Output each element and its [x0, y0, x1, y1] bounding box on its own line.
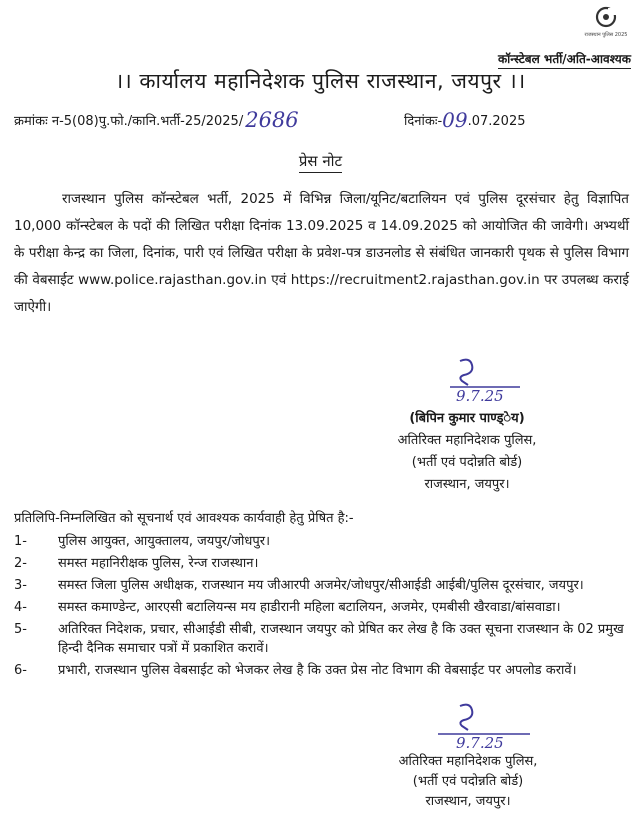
office-title: ।। कार्यालय महानिदेशक पुलिस राजस्थान, जयपुर ।।	[115, 69, 526, 93]
list-item: 4- समस्त कमाण्डेन्ट, आरएसी बटालियन्स मय हाडीरानी महिला बटालियन, अजमेर, एमबीसी खैरवाडा/बांसवाडा।	[14, 600, 561, 615]
urgent-tag: कॉन्स्टेबल भर्ती/अति-आवश्यक	[498, 50, 631, 69]
signature-2-date: 9.7.25	[456, 734, 504, 750]
police-logo	[578, 6, 634, 42]
reference-number	[14, 108, 299, 132]
signatory-designation: अतिरिक्त महानिदेशक पुलिस,	[397, 433, 537, 448]
date-label: दिनांकः-	[404, 114, 443, 129]
signature-2	[430, 700, 550, 750]
issue-date	[404, 108, 526, 132]
reference-label: क्रमांकः न-5(08)पु.फो./कानि.भर्ती-25/2025/	[14, 114, 244, 129]
police-emblem-icon	[578, 6, 634, 32]
list-item: 2- समस्त महानिरीक्षक पुलिस, रेन्ज राजस्थान।	[14, 556, 259, 571]
press-note-title-text: प्रेस नोट	[299, 152, 342, 173]
signature-1-date: 9.7.25	[456, 387, 504, 403]
signatory-place: राजस्थान, जयपुर।	[425, 794, 511, 809]
date-handwritten-day: 09	[442, 108, 468, 132]
signatory-place: राजस्थान, जयपुर।	[424, 477, 510, 492]
signatory-block-2	[378, 752, 558, 812]
list-item: 5- अतिरिक्त निदेशक, प्रचार, सीआईडी सीबी, राजस्थान जयपुर को प्रेषित कर लेख है कि उक्त सूचना राजस्थान के 02 प्रमुख हिन्दी दैनिक समाचार पत्रों में प्रकाशित करावें।	[14, 622, 624, 656]
reference-handwritten-number: 2686	[245, 108, 299, 132]
signatory-department: (भर्ती एवं पदोन्नति बोर्ड)	[411, 455, 523, 470]
list-item: 6- प्रभारी, राजस्थान पुलिस वेबसाईट को भेजकर लेख है कि उक्त प्रेस नोट विभाग की वेबसाईट पर अपलोड करावें।	[14, 663, 577, 678]
logo-caption: राजस्थान पुलिस 2025	[584, 32, 628, 38]
handwritten-signature-icon	[430, 355, 550, 403]
press-note-body: राजस्थान पुलिस कॉन्स्टेबल भर्ती, 2025 में विभिन्न जिला/यूनिट/बटालियन एवं पुलिस दूरसंचार हेतु विज्ञापित 10,000 कॉन्स्टेबल के पदों की लिखित परीक्षा दिनांक 13.09.2025 व 14.09.2025 को आयोजित की जावेगी। अभ्यर्थी के परीक्षा केन्द्र का जिला, दिनांक, पारी एवं लिखित परीक्षा के प्रवेश-पत्र डाउनलोड से संबंधित जानकारी पृथक से पुलिस विभाग की वेबसाईट www.police.rajasthan.gov.in एवं https://recruitment2.rajasthan.gov.in पर उपलब्ध कराई जाऐगी।	[14, 191, 629, 315]
signatory-name: (बिपिन कुमार पाण्ड्ेय)	[409, 411, 525, 426]
list-item: 3- समस्त जिला पुलिस अधीक्षक, राजस्थान मय जीआरपी अजमेर/जोधपुर/सीआईडी आईबी/पुलिस दूरसंचार, जयपुर।	[14, 578, 584, 593]
signatory-designation: अतिरिक्त महानिदेशक पुलिस,	[398, 754, 538, 769]
list-item: 1- पुलिस आयुक्त, आयुक्तालय, जयपुर/जोधपुर।	[14, 534, 271, 549]
copy-to-heading: प्रतिलिपि-निम्नलिखित को सूचनार्थ एवं आवश्यक कार्यवाही हेतु प्रेषित है:-	[14, 511, 354, 526]
signatory-block-1	[372, 408, 562, 496]
signatory-department: (भर्ती एवं पदोन्नति बोर्ड)	[412, 774, 524, 789]
signature-1	[430, 355, 550, 403]
handwritten-signature-icon	[430, 700, 550, 750]
copy-to-list	[14, 532, 626, 683]
press-note-title	[0, 151, 641, 171]
date-suffix: .07.2025	[467, 114, 526, 129]
